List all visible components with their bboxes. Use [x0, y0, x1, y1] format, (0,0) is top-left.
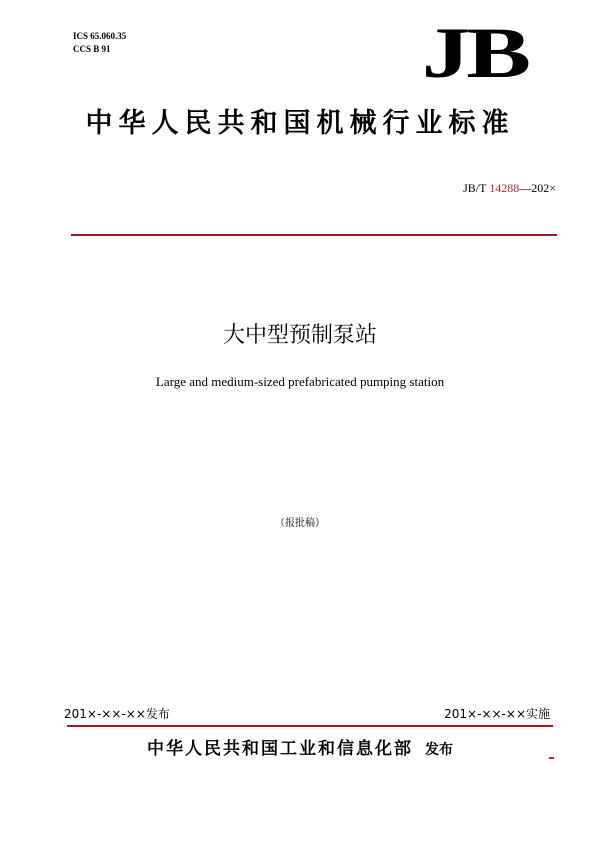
implement-date: 201×-××-××实施	[444, 707, 550, 721]
draft-status: （报批稿）	[275, 518, 325, 529]
issuer	[0, 738, 600, 761]
issuer-suffix: 发布	[425, 742, 453, 758]
document-title-en: Large and medium-sized prefabricated pumping station	[155, 374, 445, 389]
issuer-name: 中华人民共和国工业和信息化部	[147, 739, 413, 759]
corner-mark	[549, 757, 554, 759]
standard-number	[463, 181, 556, 195]
standard-number-year: —202×	[519, 181, 556, 195]
top-divider	[71, 234, 557, 236]
document-title-zh: 大中型预制泵站	[222, 323, 377, 348]
standard-number-sequence: 14288	[489, 181, 520, 195]
ics-code: ICS 65.060.35	[73, 31, 127, 41]
publish-date: 201×-××-××发布	[64, 707, 170, 721]
jb-logo: JB	[421, 13, 527, 93]
standard-number-prefix: JB/T	[463, 181, 490, 195]
ccs-code: CCS B 91	[73, 44, 111, 54]
bottom-divider	[67, 725, 553, 727]
standard-category-title: 中华人民共和国机械行业标准	[85, 108, 515, 139]
